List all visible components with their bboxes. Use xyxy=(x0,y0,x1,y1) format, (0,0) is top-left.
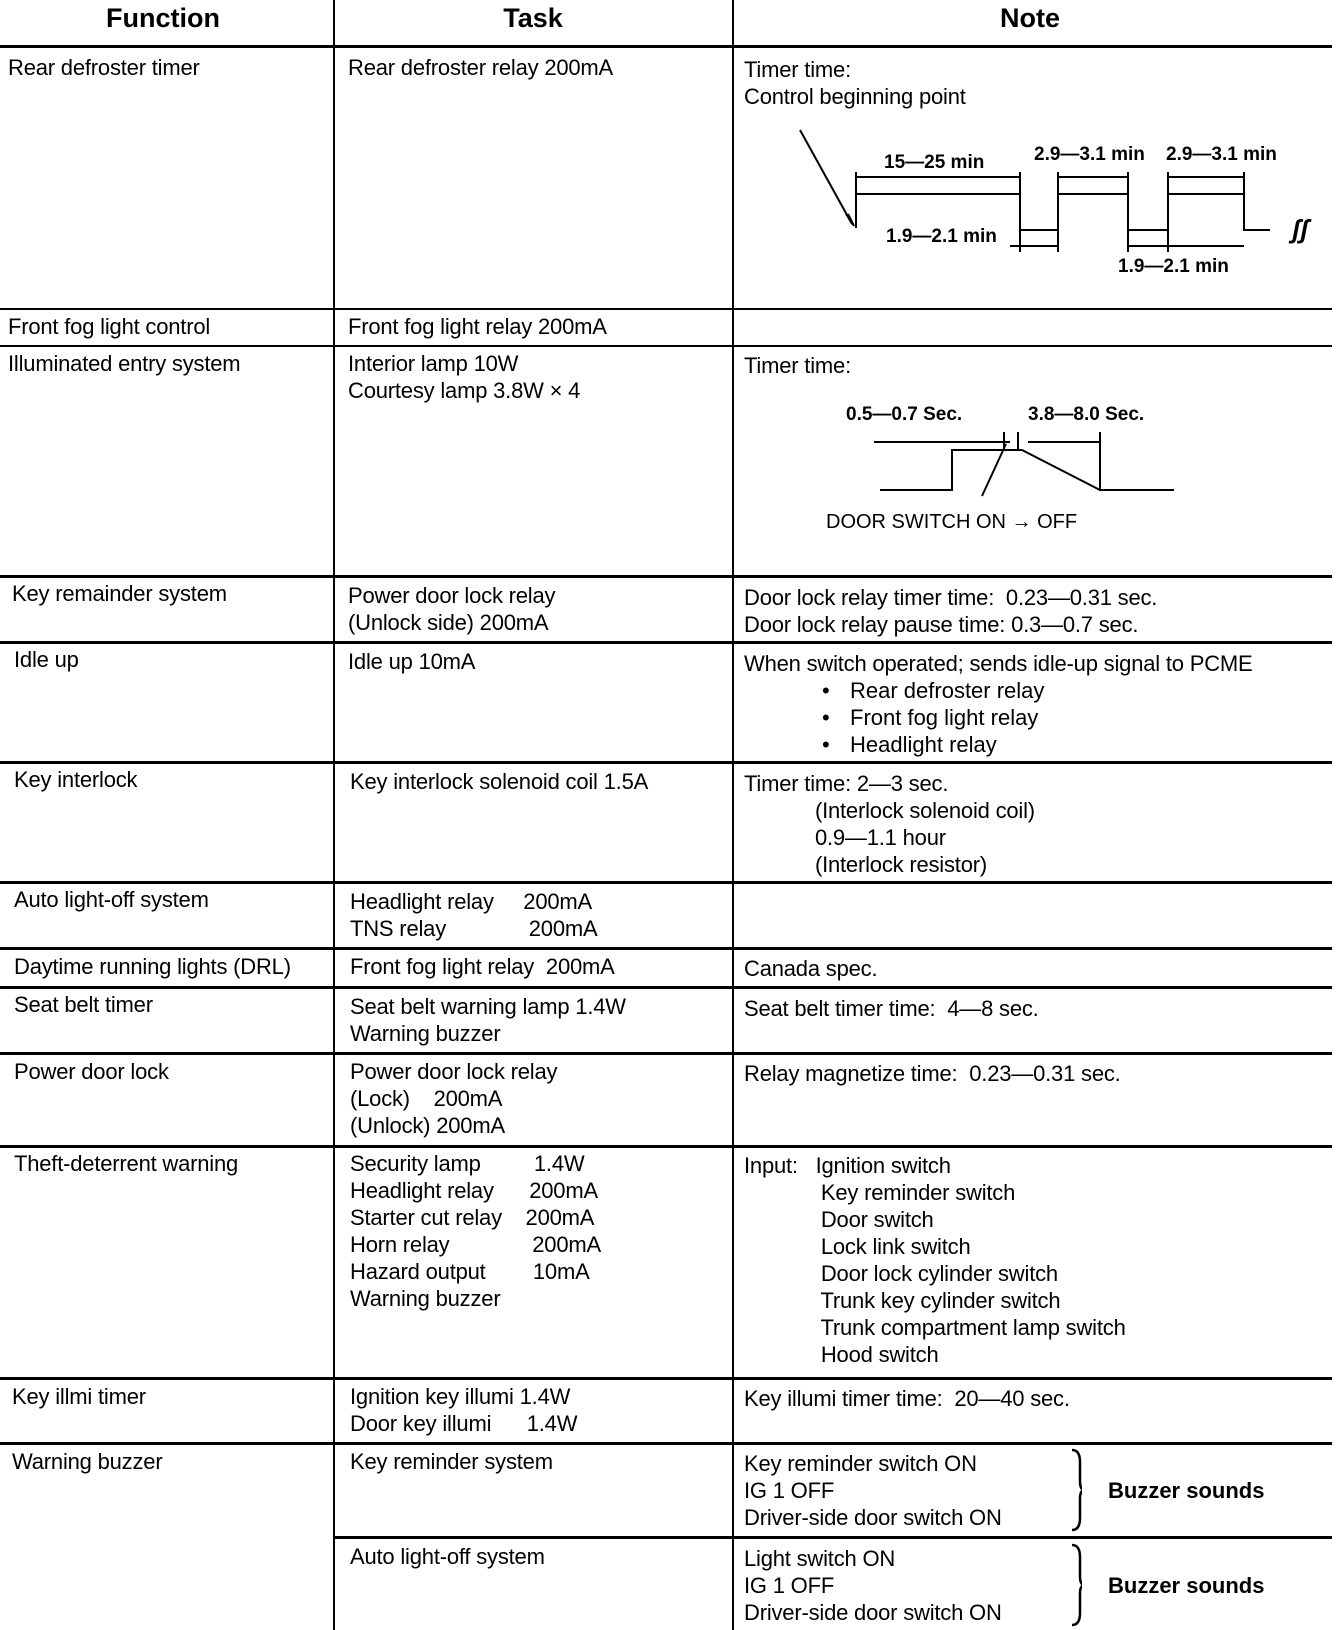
note-line: Canada spec. xyxy=(744,956,878,981)
subrow-rule xyxy=(333,1536,1332,1539)
note-line: Door lock relay pause time: 0.3—0.7 sec. xyxy=(744,612,1139,637)
illuminated-entry-timing-diagram xyxy=(734,392,1332,542)
label-1.9-2.1-a: 1.9—2.1 min xyxy=(886,226,997,247)
row-rule xyxy=(0,1442,1332,1445)
note-line: Trunk key cylinder switch xyxy=(744,1288,1061,1313)
function-cell: Daytime running lights (DRL) xyxy=(14,954,291,979)
note-line: Key reminder switch ON xyxy=(744,1451,977,1476)
task-line: Starter cut relay 200mA xyxy=(350,1205,595,1230)
header-function: Function xyxy=(106,3,220,33)
note-line: (Interlock solenoid coil) xyxy=(744,798,1035,823)
task-line: Warning buzzer xyxy=(350,1286,501,1311)
right-brace xyxy=(1070,1448,1082,1532)
function-cell: Key remainder system xyxy=(12,581,227,606)
note-line: Door switch xyxy=(744,1207,934,1232)
note-line: Key reminder switch xyxy=(744,1180,1016,1205)
header-rule xyxy=(0,45,1332,48)
note-line: Driver-side door switch ON xyxy=(744,1505,1002,1530)
note-line: Door lock relay timer time: 0.23—0.31 sec. xyxy=(744,585,1158,610)
header-task: Task xyxy=(503,3,563,33)
task-line: Front fog light relay 200mA xyxy=(350,954,615,979)
function-cell: Front fog light control xyxy=(8,314,211,339)
row-rule xyxy=(0,1377,1332,1380)
note-line: Hood switch xyxy=(744,1342,939,1367)
label-2.9-3.1-a: 2.9—3.1 min xyxy=(1034,144,1145,165)
bullet-item: Headlight relay xyxy=(850,732,997,757)
function-cell: Theft-deterrent warning xyxy=(14,1151,239,1176)
bullet-item: Front fog light relay xyxy=(850,705,1039,730)
note-line: IG 1 OFF xyxy=(744,1573,835,1598)
function-cell: Auto light-off system xyxy=(14,887,209,912)
function-cell: Key interlock xyxy=(14,767,138,792)
task-line: Key reminder system xyxy=(350,1449,553,1474)
row-rule xyxy=(0,761,1332,764)
door-switch-caption: DOOR SWITCH ON → OFF xyxy=(826,511,1078,533)
bullet-marker: • xyxy=(822,732,830,757)
row-rule xyxy=(0,947,1332,950)
task-line: Front fog light relay 200mA xyxy=(348,314,607,339)
function-cell: Idle up xyxy=(14,647,79,672)
note-line: Seat belt timer time: 4—8 sec. xyxy=(744,996,1039,1021)
function-cell: Seat belt timer xyxy=(14,992,153,1017)
task-line: Idle up 10mA xyxy=(348,649,476,674)
row-rule xyxy=(0,575,1332,578)
note-line: Timer time: xyxy=(744,57,851,82)
task-line: Courtesy lamp 3.8W × 4 xyxy=(348,378,581,403)
row-rule xyxy=(0,881,1332,884)
bullet-marker: • xyxy=(822,678,830,703)
task-line: Key interlock solenoid coil 1.5A xyxy=(350,769,649,794)
task-line: Door key illumi 1.4W xyxy=(350,1411,578,1436)
note-line: Relay magnetize time: 0.23—0.31 sec. xyxy=(744,1061,1121,1086)
task-line: Headlight relay 200mA xyxy=(350,1178,598,1203)
task-line: (Lock) 200mA xyxy=(350,1086,503,1111)
task-line: Power door lock relay xyxy=(350,1059,558,1084)
note-line: Trunk compartment lamp switch xyxy=(744,1315,1126,1340)
row-rule xyxy=(0,641,1332,644)
task-line: Warning buzzer xyxy=(350,1021,501,1046)
note-line: Lock link switch xyxy=(744,1234,971,1259)
function-cell: Key illmi timer xyxy=(12,1384,146,1409)
task-line: Hazard output 10mA xyxy=(350,1259,590,1284)
pointer-arrow-line xyxy=(800,130,852,224)
lamp-waveform xyxy=(880,450,1174,490)
row-rule xyxy=(0,345,1332,347)
task-line: Horn relay 200mA xyxy=(350,1232,601,1257)
note-line: IG 1 OFF xyxy=(744,1478,835,1503)
bullet-marker: • xyxy=(822,705,830,730)
header-note: Note xyxy=(1000,3,1060,33)
task-line: Rear defroster relay 200mA xyxy=(348,55,614,80)
door-switch-pointer xyxy=(982,444,1006,496)
note-line: 0.9—1.1 hour xyxy=(744,825,946,850)
task-line: Interior lamp 10W xyxy=(348,351,519,376)
task-line: TNS relay 200mA xyxy=(350,916,598,941)
right-brace xyxy=(1070,1543,1082,1627)
buzzer-result: Buzzer sounds xyxy=(1108,1478,1265,1503)
label-3.8-8.0: 3.8—8.0 Sec. xyxy=(1028,404,1145,425)
note-line: Light switch ON xyxy=(744,1546,896,1571)
task-line: Seat belt warning lamp 1.4W xyxy=(350,994,626,1019)
note-line: Key illumi timer time: 20—40 sec. xyxy=(744,1386,1070,1411)
task-line: Security lamp 1.4W xyxy=(350,1151,585,1176)
task-line: (Unlock side) 200mA xyxy=(348,610,549,635)
function-cell: Rear defroster timer xyxy=(8,55,200,80)
continuation-mark: ʃʃ xyxy=(1292,214,1309,244)
task-line: (Unlock) 200mA xyxy=(350,1113,505,1138)
buzzer-result: Buzzer sounds xyxy=(1108,1573,1265,1598)
bullet-item: Rear defroster relay xyxy=(850,678,1045,703)
note-line: When switch operated; sends idle-up signal to PCME xyxy=(744,651,1253,676)
note-line: Input: Ignition switch xyxy=(744,1153,951,1178)
label-2.9-3.1-b: 2.9—3.1 min xyxy=(1166,144,1277,165)
task-line: Power door lock relay xyxy=(348,583,556,608)
row-rule xyxy=(0,308,1332,310)
task-line: Ignition key illumi 1.4W xyxy=(350,1384,571,1409)
function-cell: Power door lock xyxy=(14,1059,169,1084)
note-line: (Interlock resistor) xyxy=(744,852,987,877)
note-line: Timer time: xyxy=(744,353,851,378)
note-line: Door lock cylinder switch xyxy=(744,1261,1058,1286)
note-line: Control beginning point xyxy=(744,84,966,109)
task-line: Headlight relay 200mA xyxy=(350,889,593,914)
note-line: Timer time: 2—3 sec. xyxy=(744,771,949,796)
function-cell: Warning buzzer xyxy=(12,1449,163,1474)
label-15-25: 15—25 min xyxy=(884,152,985,173)
task-line: Auto light-off system xyxy=(350,1544,545,1569)
rear-defroster-timing-diagram xyxy=(734,110,1332,306)
label-1.9-2.1-b: 1.9—2.1 min xyxy=(1118,256,1229,277)
function-cell: Illuminated entry system xyxy=(8,351,241,376)
row-rule xyxy=(0,1145,1332,1148)
label-0.5-0.7: 0.5—0.7 Sec. xyxy=(846,404,963,425)
timer-waveform xyxy=(856,194,1270,230)
row-rule xyxy=(0,986,1332,989)
note-line: Driver-side door switch ON xyxy=(744,1600,1002,1625)
row-rule xyxy=(0,1052,1332,1055)
pointer-arrowhead xyxy=(846,214,854,226)
column-divider-1 xyxy=(333,0,335,1630)
